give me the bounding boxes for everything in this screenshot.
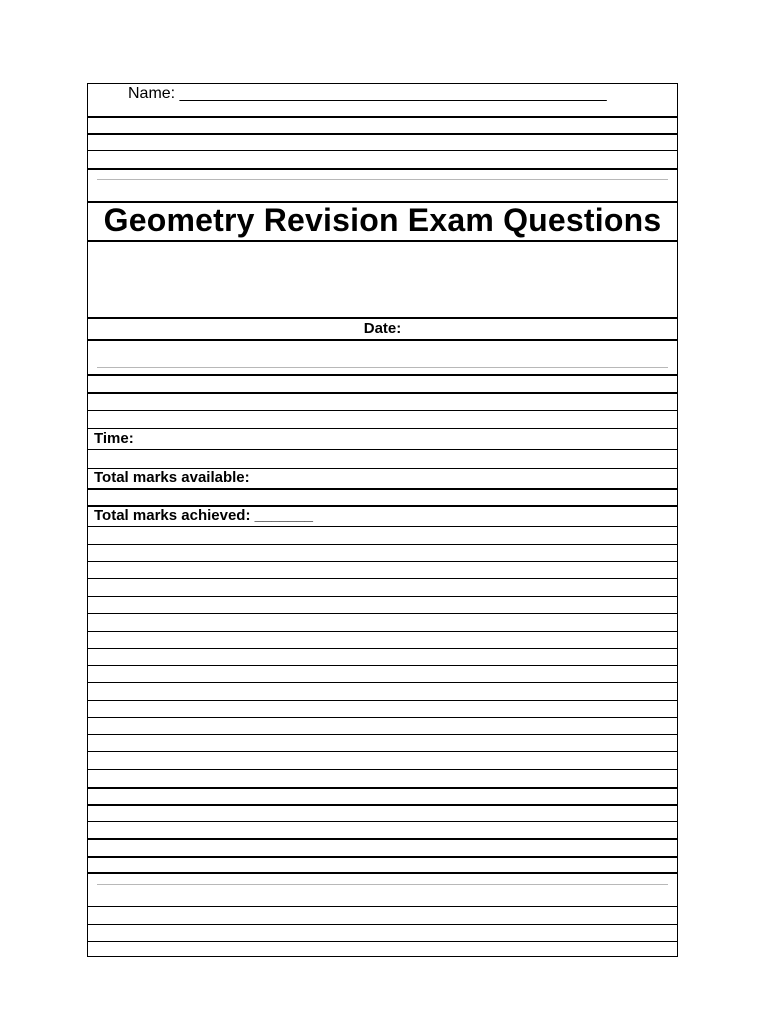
ruled-line [88,613,677,614]
ruled-line [88,924,677,925]
ruled-line [88,734,677,735]
ruled-line [88,526,677,527]
divider [97,179,668,180]
ruled-line [88,505,677,507]
ruled-line [88,700,677,701]
ruled-line [88,339,677,341]
ruled-line [88,751,677,752]
ruled-line [88,240,677,242]
ruled-line [88,410,677,411]
ruled-line [88,906,677,907]
ruled-line [88,561,677,562]
ruled-line [88,665,677,666]
ruled-line [88,116,677,118]
ruled-line [88,488,677,490]
ruled-line [88,201,677,203]
ruled-line [88,596,677,597]
worksheet [87,83,678,957]
ruled-line [88,941,677,942]
ruled-line [88,804,677,806]
total-marks-achieved-label: Total marks achieved: _______ [94,507,314,524]
ruled-line [88,856,677,858]
divider [97,884,668,885]
date-label: Date: [363,320,402,337]
time-label: Time: [94,430,134,447]
ruled-line [88,769,677,770]
ruled-line [88,428,677,429]
ruled-line [88,374,677,376]
ruled-line [88,872,677,874]
ruled-line [88,544,677,545]
divider [97,367,668,368]
name-field-label: Name: ________________________________________________ [128,85,607,102]
ruled-line [88,578,677,579]
ruled-line [88,682,677,683]
ruled-line [88,648,677,649]
ruled-line [88,787,677,789]
ruled-line [88,821,677,822]
ruled-line [88,150,677,151]
ruled-line [88,133,677,135]
ruled-line [88,838,677,840]
ruled-line [88,631,677,632]
ruled-line [88,717,677,718]
ruled-line [88,392,677,394]
ruled-line [88,468,677,469]
total-marks-available-label: Total marks available: [94,469,250,486]
page-title: Geometry Revision Exam Questions [103,202,662,238]
ruled-line [88,449,677,450]
ruled-line [88,317,677,319]
ruled-line [88,168,677,170]
